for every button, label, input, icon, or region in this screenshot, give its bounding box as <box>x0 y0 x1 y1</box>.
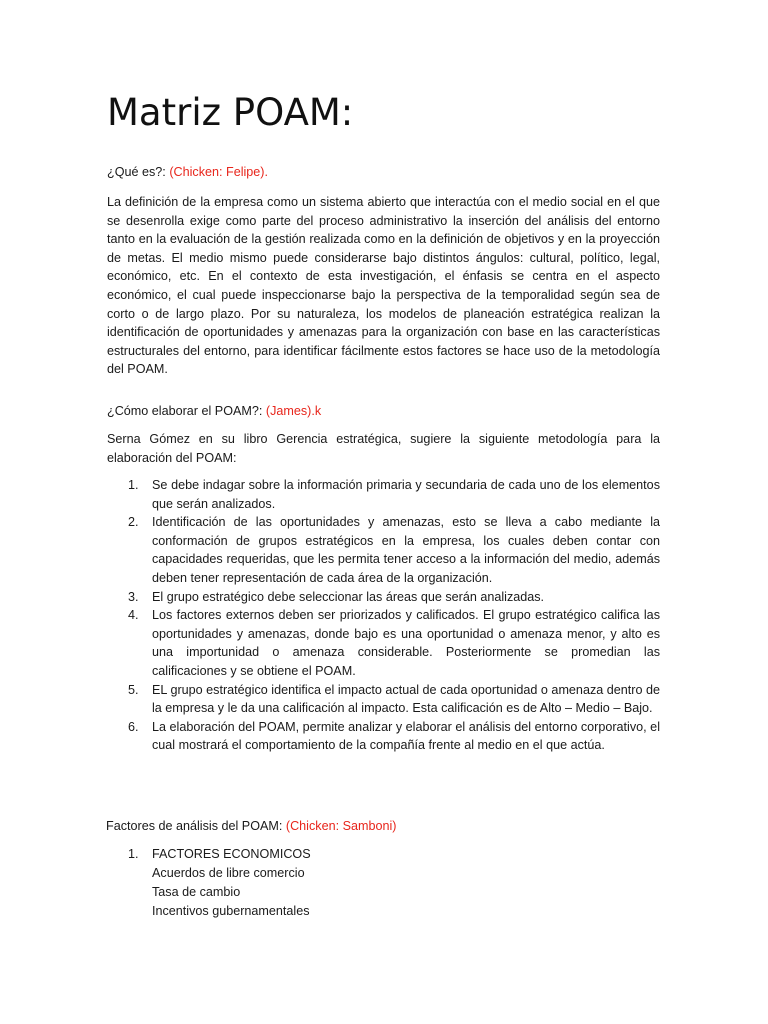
list-number: 1. <box>128 847 139 861</box>
list-item-text: EL grupo estratégico identifica el impacto actual de cada oportunidad o amenaza dentro de la empresa y le da una calificación al impacto. Esta calificación es de Alto – Medio – Bajo. <box>152 682 660 716</box>
factor-item: Acuerdos de libre comercio <box>152 866 305 880</box>
list-number: 4. <box>128 608 139 623</box>
methodology-steps-list <box>107 476 660 755</box>
list-item <box>107 513 660 587</box>
list-item-text: Se debe indagar sobre la información primaria y secundaria de cada uno de los elementos que serán analizados. <box>152 478 660 511</box>
list-item-text: El grupo estratégico debe seleccionar las áreas que serán analizadas. <box>152 589 545 604</box>
list-item <box>107 681 660 718</box>
factor-heading: FACTORES ECONOMICOS <box>152 847 311 861</box>
list-number: 2. <box>128 515 139 530</box>
factor-item: Tasa de cambio <box>152 885 241 899</box>
list-item <box>107 845 660 921</box>
list-item-text: La elaboración del POAM, permite analizar y elaborar el análisis del entorno corporativo, el cual mostrará el comportamiento de la compañía frente al medio en el que actúa. <box>152 719 660 753</box>
author-note: (Chicken: Samboni) <box>285 819 397 833</box>
list-number: 5. <box>128 682 139 697</box>
question-label: ¿Qué es?: <box>107 165 170 179</box>
list-number: 6. <box>128 719 139 734</box>
author-note: (Chicken: Felipe). <box>169 165 268 179</box>
section-heading-factores <box>106 817 659 836</box>
list-item <box>107 606 660 680</box>
factor-item: Incentivos gubernamentales <box>152 904 310 918</box>
list-item <box>107 476 660 513</box>
factors-list <box>107 845 660 921</box>
section-heading-que-es <box>107 163 660 182</box>
definition-paragraph: La definición de la empresa como un sistema abierto que interactúa con el medio social en el que se desenrolla exige como parte del proceso administrativo la inserción del análisis del entorno tanto en la evaluación de la gestión realizada como en la definición de objetivos y en la proyección de metas. El medio mismo puede considerarse bajo distintos ángulos: cultural, político, legal, económico, etc. En el contexto de esta investigación, el énfasis se centra en el aspecto económico, el cual puede inspeccionarse bajo la perspectiva de la temporalidad según sea de corto o de largo plazo. Por su naturaleza, los modelos de planeación estratégica realizan la identificación de oportunidades y amenazas para la organización con base en las características estructurales del entorno, para identificar fácilmente estos factores se hace uso de la metodología del POAM. <box>107 195 660 377</box>
author-note: (James).k <box>265 404 322 418</box>
list-item-text: Los factores externos deben ser priorizados y calificados. El grupo estratégico califica las oportunidades y amenazas, donde bajo es una oportunidad o amenaza menor, y alto es una importunidad o amenaza considerable. Posteriormente se promedian las calificaciones y se obtiene el POAM. <box>152 608 660 678</box>
list-item-text: Identificación de las oportunidades y amenazas, esto se lleva a cabo mediante la conformación de grupos estratégicos en la empresa, los cuales deben contar con capacidades requeridas, que les permita tener acceso a la información del medio, además deben tener representación de cada área de la organización. <box>152 515 660 585</box>
list-item <box>107 588 660 607</box>
list-number: 3. <box>128 589 139 604</box>
section-heading-como-elaborar <box>107 402 660 421</box>
page-title: Matriz POAM: <box>107 91 354 134</box>
question-label: Factores de análisis del POAM: <box>106 819 286 833</box>
list-number: 1. <box>128 478 139 492</box>
list-item <box>107 718 660 755</box>
methodology-intro: Serna Gómez en su libro Gerencia estratégica, sugiere la siguiente metodología para la elaboración del POAM: <box>107 432 660 465</box>
question-label: ¿Cómo elaborar el POAM?: <box>107 404 266 418</box>
